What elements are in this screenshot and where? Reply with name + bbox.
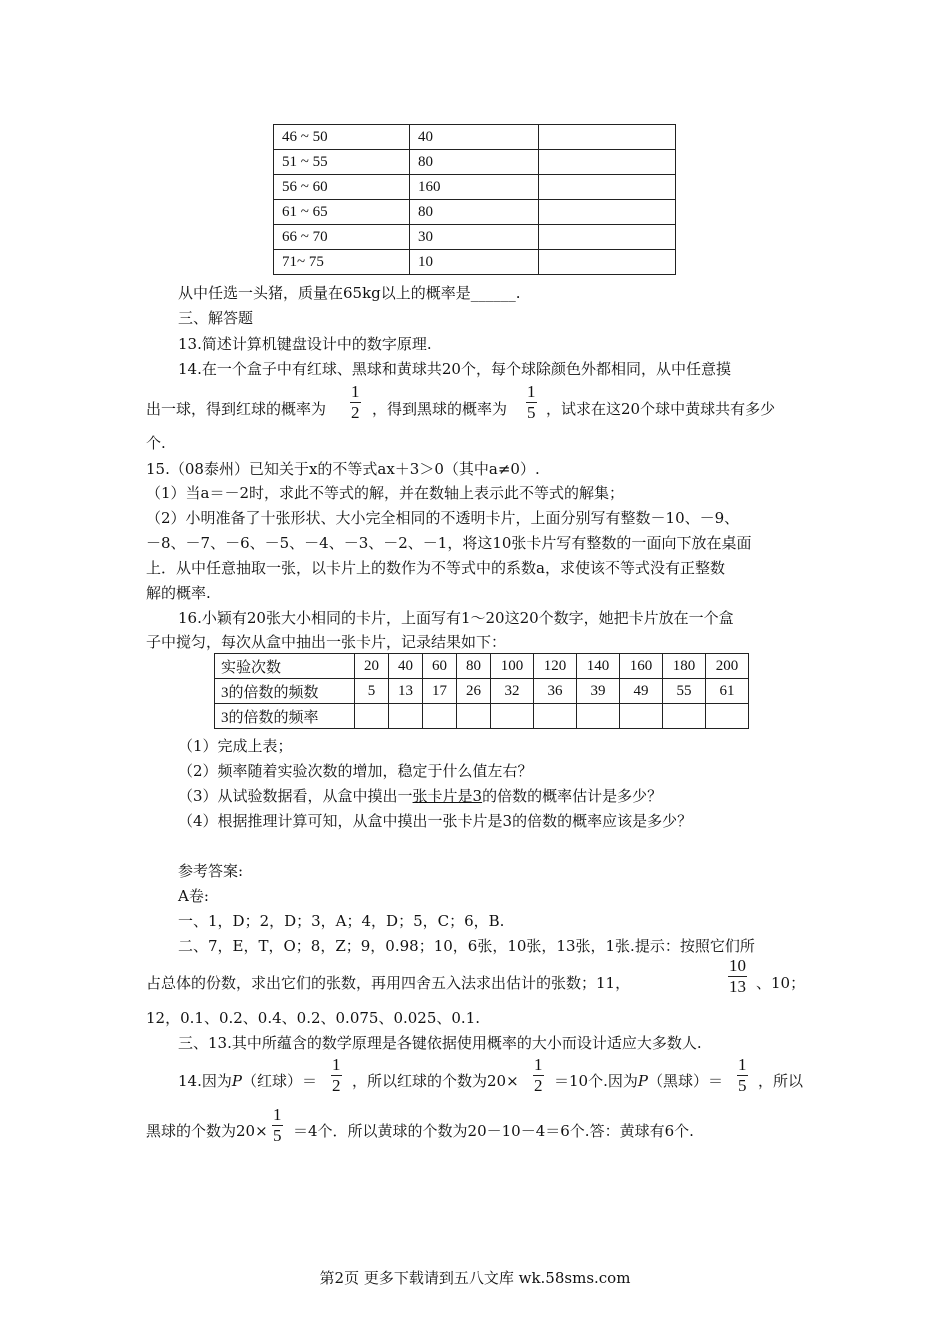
answers-14-line1: ，所以红球的个数为20× (352, 1072, 519, 1090)
answers-14-line2: ＝4个．所以黄球的个数为20－10－4＝6个.答：黄球有6个. (293, 1122, 694, 1140)
table-row: 51 ~ 55 80 (274, 150, 676, 175)
weight-table (273, 124, 676, 275)
table-row: 56 ~ 60 160 (274, 175, 676, 200)
question-14-line1: 14.在一个盒子中有红球、黑球和黄球共20个，每个球除颜色外都相同，从中任意摸 (178, 360, 731, 378)
answers-title: 参考答案: (178, 862, 244, 880)
table-row: 71~ 75 10 (274, 250, 676, 275)
question-14-line3: 个. (146, 434, 166, 452)
question-13: 13.简述计算机键盘设计中的数字原理. (178, 335, 432, 353)
fraction: $\frac{1}{5}$ (527, 382, 536, 422)
answers-volume: A卷: (178, 887, 209, 905)
question-14-line2b: ，得到黑球的概率为 (372, 400, 508, 418)
answers-part2: 12，0.1、0.2、0.4、0.2、0.075、0.025、0.1. (146, 1009, 481, 1027)
question-15-part2: 上．从中任意抽取一张，以卡片上的数作为不等式中的系数a，求使该不等式没有正整数 (146, 559, 725, 577)
answers-14-line1: ＝10个.因为P（黑球）＝ (554, 1072, 723, 1090)
question-14-line2a: 出一球，得到红球的概率为 (146, 400, 327, 418)
answers-part3: 三、13.其中所蕴含的数学原理是各键依据使用概率的大小而设计适应大多数人. (178, 1034, 702, 1052)
fraction: $\frac{10}{13}$ (729, 956, 746, 996)
answers-part1: 一、1，D；2，D；3，A；4，D；5，C；6，B. (178, 912, 505, 930)
fraction: $\frac{1}{2}$ (332, 1055, 341, 1095)
question-16-line2: 子中搅匀，每次从盒中抽出一张卡片，记录结果如下： (146, 633, 507, 651)
question-15-title: 15.（08泰州）已知关于x的不等式ax＋3＞0（其中a≠0）. (146, 460, 540, 478)
answers-part2: 占总体的份数，求出它们的张数，再用四舍五入法求出估计的张数；11， (146, 974, 631, 992)
page-footer: 第2页 更多下载请到五八文库 wk.58sms.com (319, 1269, 631, 1287)
table-row: 61 ~ 65 80 (274, 200, 676, 225)
question-15-part2: （2）小明准备了十张形状、大小完全相同的不透明卡片，上面分别写有整数－10、－9、 (146, 509, 740, 527)
answers-14-line2: 黑球的个数为20× (146, 1122, 268, 1140)
fraction: $\frac{1}{2}$ (534, 1055, 543, 1095)
table-row: 3的倍数的频率 (215, 704, 749, 729)
question-16-sub3: （3）从试验数据看，从盒中摸出一张卡片是3的倍数的概率估计是多少？ (178, 787, 663, 805)
question-15-part1: （1）当a＝－2时，求此不等式的解，并在数轴上表示此不等式的解集； (146, 484, 625, 502)
question-15-part2: －8、－7、－6、－5、－4、－3、－2、－1，将这10张卡片写有整数的一面向下放在桌面 (146, 534, 752, 552)
answers-part2: 、10； (756, 974, 806, 992)
table-row: 3的倍数的频数 5 13 17 26 32 36 39 49 55 61 (215, 679, 749, 704)
question-16-sub2: （2）频率随着实验次数的增加，稳定于什么值左右？ (178, 762, 533, 780)
answers-14-line1: 14.因为P（红球）＝ (178, 1072, 317, 1090)
q12-tail: 从中任选一头猪，质量在65kg以上的概率是______. (178, 284, 521, 302)
question-14-line2c: ，试求在这20个球中黄球共有多少 (546, 400, 776, 418)
question-15-part2: 解的概率. (146, 584, 211, 602)
question-16-line1: 16.小颖有20张大小相同的卡片，上面写有1～20这20个数字，她把卡片放在一个盒 (178, 609, 734, 627)
question-16-sub4: （4）根据推理计算可知，从盒中摸出一张卡片是3的倍数的概率应该是多少？ (178, 812, 693, 830)
question-16-sub1: （1）完成上表； (178, 737, 293, 755)
section-heading: 三、解答题 (178, 309, 254, 327)
fraction: $\frac{1}{5}$ (273, 1105, 282, 1145)
table-row: 66 ~ 70 30 (274, 225, 676, 250)
table-row: 46 ~ 50 40 (274, 125, 676, 150)
table-row: 实验次数 20 40 60 80 100 120 140 160 180 200 (215, 654, 749, 679)
fraction: $\frac{1}{2}$ (351, 382, 360, 422)
answers-part2: 二、7，E，T，O；8，Z；9，0.98；10，6张，10张，13张，1张.提示：按照它们所 (178, 937, 755, 955)
fraction: $\frac{1}{5}$ (738, 1055, 747, 1095)
experiment-table (214, 653, 749, 729)
answers-14-line1: ，所以 (758, 1072, 804, 1090)
